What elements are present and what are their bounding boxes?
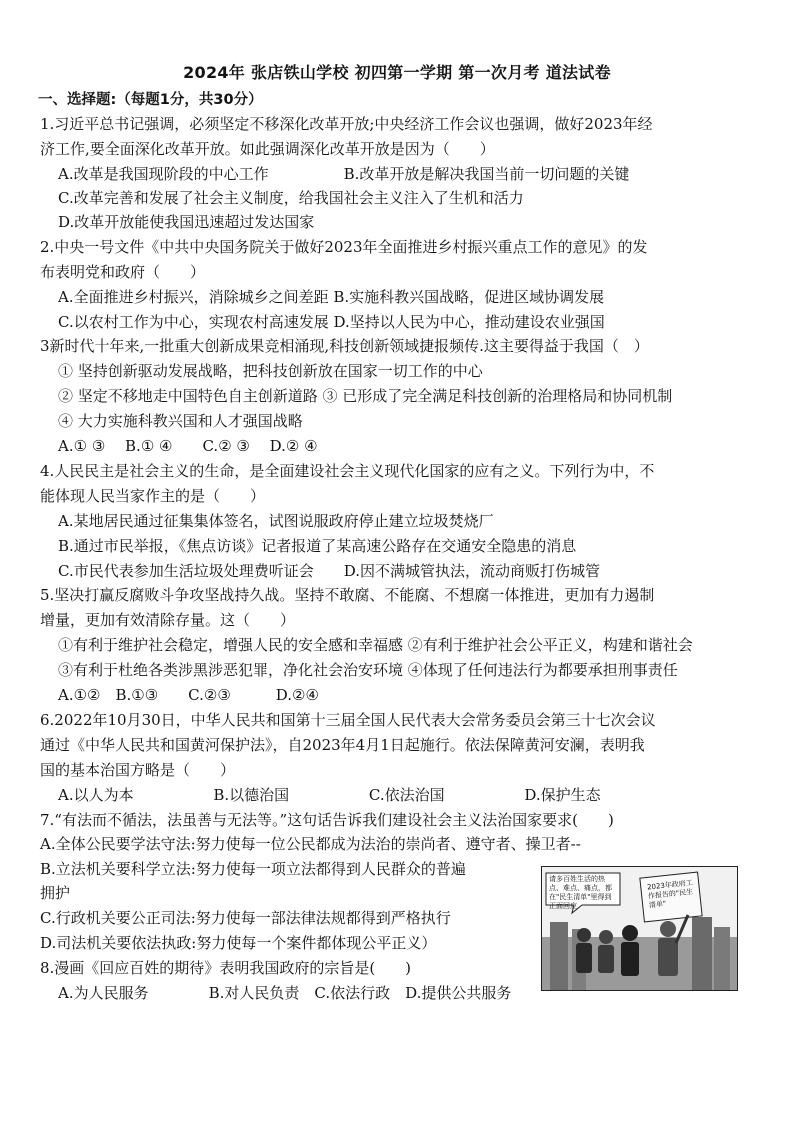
question-7-stem: 7.“有法而不循法，法虽善与无法等。”这句话告诉我们建设社会主义法治国家要求( ) [40,811,614,829]
section-heading: 一、选择题:（每题1分，共30分） [38,92,263,108]
question-2-options-ab: A.全面推进乡村振兴，消除城乡之间差距 B.实施科教兴国战略，促进区域协调发展 [58,288,605,306]
question-3-statement-1: ① 坚持创新驱动发展战略，把科技创新放在国家一切工作的中心 [58,362,483,380]
question-5-statements-3-4: ③有利于杜绝各类涉黑涉恶犯罪，净化社会治安环境 ④体现了任何违法行为都要承担刑事责任 [58,661,678,679]
question-1-option-d: D.改革开放能使我国迅速超过发达国家 [58,213,315,231]
question-7-option-a: A.全体公民要学法守法:努力使每一位公民都成为法治的崇尚者、遵守者、操卫者-- [40,835,581,853]
person-body [598,945,614,973]
person-head [577,928,591,942]
question-2-stem-line-1: 2.中央一号文件《中共中央国务院关于做好2023年全面推进乡村振兴重点工作的意见》的发 [40,238,648,256]
question-1-stem-line-1: 1.习近平总书记强调，必须坚定不移深化改革开放;中央经济工作会议也强调，做好2023年经 [40,115,653,133]
question-8-stem: 8.漫画《回应百姓的期待》表明我国政府的宗旨是( ) [40,959,412,977]
question-7-option-c: C.行政机关要公正司法:努力使每一部法律法规都得到严格执行 [40,909,451,927]
question-5-options: A.①② B.①③ C.②③ D.②④ [58,686,319,704]
question-5-stem-line-2: 增量，更加有效清除存量。这（ ） [40,611,296,629]
question-7-option-d: D.司法机关要依法执政:努力使每一个案件都体现公平正义） [40,934,437,952]
question-5-statements-1-2: ①有利于维护社会稳定，增强人民的安全感和幸福感 ②有利于维护社会公平正义，构建和谐社会 [58,636,693,654]
building [714,927,730,990]
person-body [621,942,639,976]
question-7-option-b: B.立法机关要科学立法:努力使每一项立法都得到人民群众的普遍 [40,860,466,878]
question-4-option-b: B.通过市民举报，《焦点访谈》记者报道了某高速公路存在交通安全隐患的消息 [58,537,577,555]
question-2-options-cd: C.以农村工作为中心，实现农村高速发展 D.坚持以人民为中心，推动建设农业强国 [58,313,605,331]
question-4-stem-line-1: 4.人民民主是社会主义的生命，是全面建设社会主义现代化国家的应有之义。下列行为中，不 [40,462,655,480]
question-5-stem-line-1: 5.坚决打赢反腐败斗争攻坚战持久战。坚持不敢腐、不能腐、不想腐一体推进，更加有力遏制 [40,586,655,604]
question-4-stem-line-2: 能体现人民当家作主的是（ ） [40,487,266,505]
official-body [658,938,678,976]
official-head [660,921,676,937]
speech-bubble-text: 请多百姓生活的热点、难点、痛点，都在"民生清单"里得到正面回应 [549,875,612,910]
question-3-statement-2-3: ② 坚定不移地走中国特色自主创新道路 ③ 已形成了完全满足科技创新的治理格局和协同机制 [58,387,673,405]
question-3-options: A.① ③ B.① ④ C.② ③ D.② ④ [58,437,318,455]
comic-illustration-icon [541,866,738,991]
question-6-stem-line-3: 国的基本治国方略是（ ） [40,761,236,779]
question-1-option-c: C.改革完善和发展了社会主义制度，给我国社会主义注入了生机和活力 [58,189,524,207]
person-head [622,925,638,941]
question-3-stem: 3新时代十年来,一批重大创新成果竞相涌现,科技创新领域捷报频传.这主要得益于我国（ ） [40,337,649,355]
question-6-stem-line-1: 6.2022年10月30日，中华人民共和国第十三届全国人民代表大会常务委员会第三十七次会议 [40,711,656,729]
question-4-options-cd: C.市民代表参加生活垃圾处理费听证会 D.因不满城管执法，流动商贩打伤城管 [58,562,600,580]
question-7-option-b-cont: 拥护 [40,884,71,902]
person-head [599,930,613,944]
person-body [576,943,592,973]
question-1-option-line: A.改革是我国现阶段的中心工作 B.改革开放是解决我国当前一切问题的关键 [58,165,630,183]
question-2-stem-line-2: 布表明党和政府（ ） [40,263,206,281]
building [692,917,712,990]
exam-title: 2024年 张店铁山学校 初四第一学期 第一次月考 道法试卷 [183,63,611,82]
question-3-statement-4: ④ 大力实施科教兴国和人才强国战略 [58,412,303,430]
report-board-text: 2023年政府工作报告的"民生清单" [646,878,694,910]
question-4-option-a: A.某地居民通过征集集体签名，试图说服政府停止建立垃圾焚烧厂 [58,512,494,530]
question-8-options: A.为人民服务 B.对人民负责 C.依法行政 D.提供公共服务 [58,984,512,1002]
building [550,922,568,990]
question-6-stem-line-2: 通过《中华人民共和国黄河保护法》，自2023年4月1日起施行。依法保障黄河安澜，表明我 [40,736,645,754]
question-1-stem-line-2: 济工作,要全面深化改革开放。如此强调深化改革开放是因为（ ） [40,140,495,158]
question-6-options: A.以人为本 B.以德治国 C.依法治国 D.保护生态 [58,786,601,804]
